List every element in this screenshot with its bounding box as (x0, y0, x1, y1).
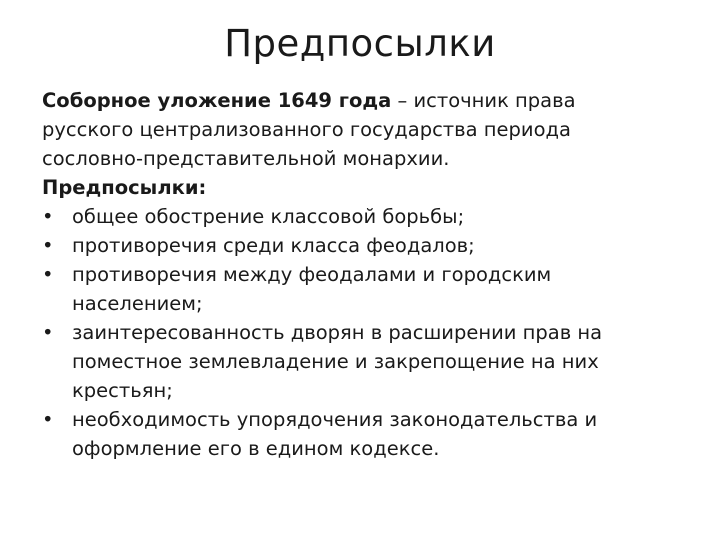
list-item (42, 260, 672, 318)
list-item (42, 318, 672, 405)
list-item-text: необходимость упорядочения законодательства и оформление его в едином кодексе. (72, 408, 598, 460)
list-item (42, 405, 672, 463)
list-item (42, 202, 672, 231)
intro-text: – источник права русского централизованного государства периода сословно-представительной монархии. (42, 89, 576, 170)
slide-body (42, 86, 672, 463)
bullet-icon: • (42, 321, 54, 344)
list-heading: Предпосылки: (42, 176, 207, 199)
intro-bold-term: Соборное уложение 1649 года (42, 89, 392, 112)
bullet-icon: • (42, 205, 54, 228)
list-item-text: общее обострение классовой борьбы; (72, 205, 465, 228)
bullet-list (42, 202, 672, 463)
bullet-icon: • (42, 263, 54, 286)
list-item (42, 231, 672, 260)
bullet-icon: • (42, 408, 54, 431)
intro-paragraph (42, 86, 672, 173)
bullet-icon: • (42, 234, 54, 257)
list-item-text: противоречия среди класса феодалов; (72, 234, 475, 257)
slide-title: Предпосылки (224, 22, 496, 65)
list-item-text: противоречия между феодалами и городским населением; (72, 263, 552, 315)
list-item-text: заинтересованность дворян в расширении прав на поместное землевладение и закрепощение на них крестьян; (72, 321, 603, 402)
